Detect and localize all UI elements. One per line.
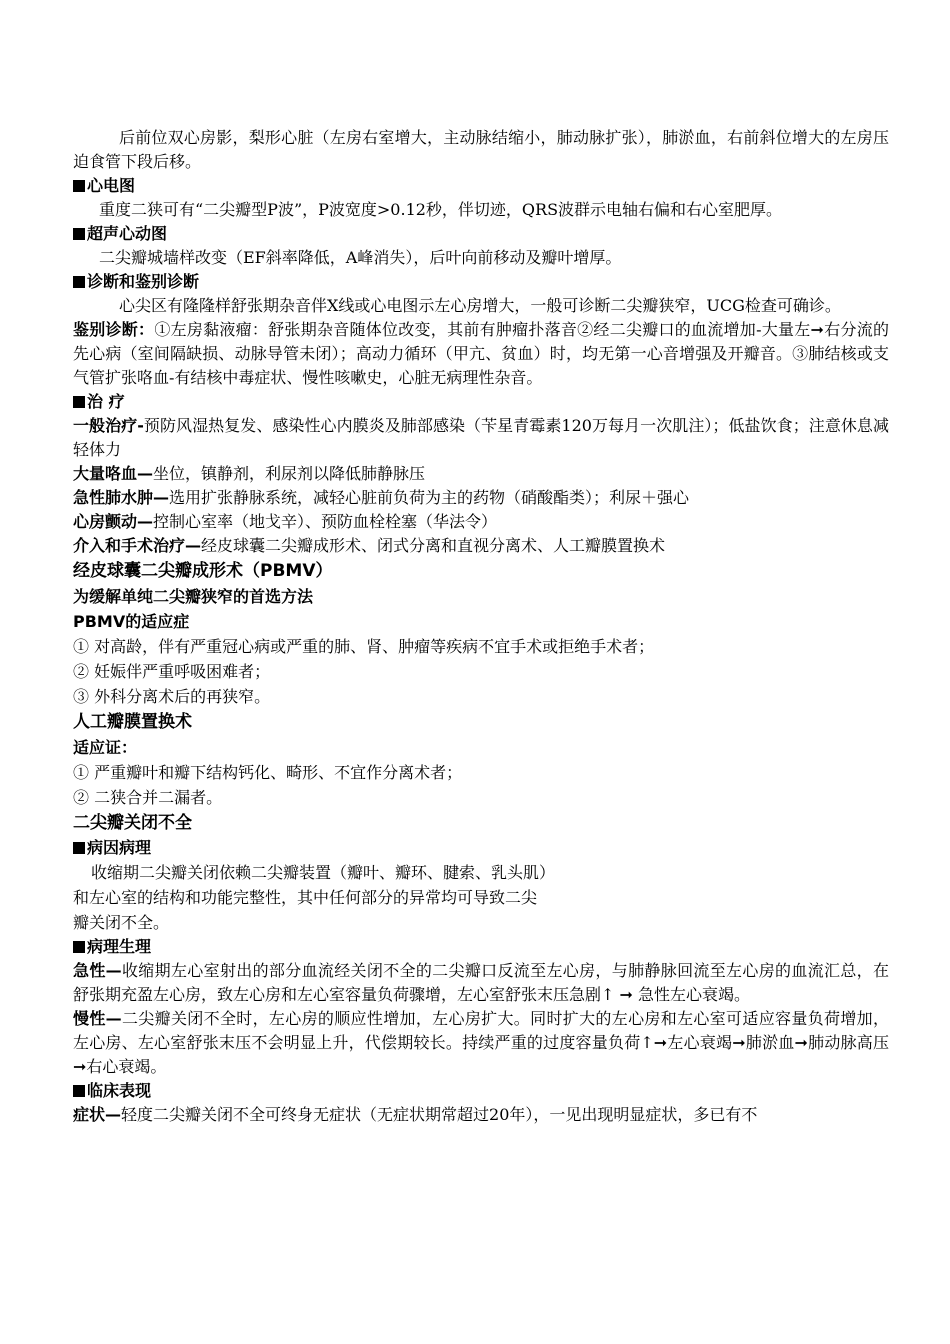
square-bullet-icon xyxy=(73,941,85,953)
valve-replacement-title: 人工瓣膜置换术 xyxy=(73,712,192,732)
list-item: ① 对高龄，伴有严重冠心病或严重的肺、肾、肿瘤等疾病不宜手术或拒绝手术者； xyxy=(73,637,655,656)
acute-text: 收缩期左心室射出的部分血流经关闭不全的二尖瓣口反流至左心房，与肺静脉回流至左心房的血流汇总，在舒张期充盈左心房，致左心房和左心室容量负荷骤增，左心室舒张末压急剧↑ ➞ 急性左心衰竭。 xyxy=(73,961,889,1004)
atrial-fibrillation-label: 心房颤动— xyxy=(73,512,154,531)
valve-replacement-indication-label: 适应证： xyxy=(73,738,138,757)
hemoptysis-paragraph xyxy=(73,462,889,486)
xray-paragraph: 后前位双心房影，梨形心脏（左房右室增大，主动脉结缩小，肺动脉扩张），肺淤血，右前斜位增大的左房压迫食管下段后移。 xyxy=(73,128,889,171)
atrial-fibrillation-text: 控制心室率（地戈辛）、预防血栓栓塞（华法令） xyxy=(153,512,498,531)
diagnosis-paragraph: 心尖区有隆隆样舒张期杂音伴X线或心电图示左心房增大，一般可诊断二尖瓣狭窄，UCG检查可确诊。 xyxy=(119,296,841,315)
pulmonary-edema-text: 选用扩张静脉系统，减轻心脏前负荷为主的药物（硝酸酯类）；利尿＋强心 xyxy=(169,488,690,507)
etiology-line: 瓣关闭不全。 xyxy=(73,913,170,932)
square-bullet-icon xyxy=(73,842,85,854)
acute-paragraph xyxy=(73,959,889,1007)
document-page xyxy=(73,126,889,1127)
general-treatment-paragraph xyxy=(73,414,889,462)
differential-text: ①左房黏液瘤：舒张期杂音随体位改变，其前有肿瘤扑落音②经二尖瓣口的血流增加-大量左➞右分流的先心病（室间隔缺损、动脉导管未闭）；高动力循环（甲亢、贫血）时，均无第一心音增强及开瓣音。③肺结核或支气管扩张咯血-有结核中毒症状、慢性咳嗽史，心脏无病理性杂音。 xyxy=(73,320,889,387)
section-heading-diagnosis xyxy=(73,270,889,294)
surgery-label: 介入和手术治疗— xyxy=(73,536,202,555)
square-bullet-icon xyxy=(73,228,85,240)
symptom-paragraph xyxy=(73,1103,889,1127)
heading-text: 诊断和鉴别诊断 xyxy=(87,272,200,291)
etiology-line: 和左心室的结构和功能完整性，其中任何部分的异常均可导致二尖 xyxy=(73,888,538,907)
heading-text: 治 疗 xyxy=(87,392,125,411)
general-treatment-text: 预防风湿热复发、感染性心内膜炎及肺部感染（苄星青霉素120万每月一次肌注）；低盐饮食；注意休息减轻体力 xyxy=(73,416,889,459)
section-heading-clinical xyxy=(73,1079,889,1103)
chronic-paragraph xyxy=(73,1007,889,1079)
section-heading-echo xyxy=(73,222,889,246)
echo-paragraph: 二尖瓣城墙样改变（EF斜率降低，A峰消失），后叶向前移动及瓣叶增厚。 xyxy=(99,248,622,267)
pulmonary-edema-label: 急性肺水肿— xyxy=(73,488,170,507)
surgery-text: 经皮球囊二尖瓣成形术、闭式分离和直视分离术、人工瓣膜置换术 xyxy=(201,536,666,555)
list-item: ③ 外科分离术后的再狭窄。 xyxy=(73,687,271,706)
pulmonary-edema-paragraph xyxy=(73,486,889,510)
heading-text: 病因病理 xyxy=(87,838,152,857)
atrial-fibrillation-paragraph xyxy=(73,510,889,534)
symptom-text: 轻度二尖瓣关闭不全可终身无症状（无症状期常超过20年），一见出现明显症状，多已有不 xyxy=(121,1105,758,1124)
surgery-paragraph xyxy=(73,534,889,558)
list-item: ② 二狭合并二漏者。 xyxy=(73,788,223,807)
square-bullet-icon xyxy=(73,396,85,408)
general-treatment-label: 一般治疗- xyxy=(73,416,144,435)
acute-label: 急性— xyxy=(73,961,122,980)
ecg-paragraph: 重度二狭可有“二尖瓣型P波”，P波宽度>0.12秒，伴切迹，QRS波群示电轴右偏和右心室肥厚。 xyxy=(99,200,783,219)
section-heading-treatment xyxy=(73,390,889,414)
list-item: ② 妊娠伴严重呼吸困难者； xyxy=(73,662,271,681)
square-bullet-icon xyxy=(73,276,85,288)
section-heading-physiology xyxy=(73,935,889,959)
section-heading-ecg xyxy=(73,174,889,198)
heading-text: 临床表现 xyxy=(87,1081,152,1100)
mitral-regurgitation-title: 二尖瓣关闭不全 xyxy=(73,813,192,833)
differential-label: 鉴别诊断： xyxy=(73,320,155,339)
hemoptysis-label: 大量咯血— xyxy=(73,464,154,483)
list-item: ① 严重瓣叶和瓣下结构钙化、畸形、不宜作分离术者； xyxy=(73,763,463,782)
differential-paragraph xyxy=(73,318,889,390)
etiology-line: 收缩期二尖瓣关闭依赖二尖瓣装置（瓣叶、瓣环、腱索、乳头肌） xyxy=(91,863,556,882)
square-bullet-icon xyxy=(73,180,85,192)
heading-text: 病理生理 xyxy=(87,937,152,956)
chronic-label: 慢性— xyxy=(73,1009,122,1028)
heading-text: 超声心动图 xyxy=(87,224,168,243)
pbmv-first-choice: 为缓解单纯二尖瓣狭窄的首选方法 xyxy=(73,587,314,606)
square-bullet-icon xyxy=(73,1085,85,1097)
heading-text: 心电图 xyxy=(87,176,136,195)
pbmv-title: 经皮球囊二尖瓣成形术（PBMV） xyxy=(73,561,333,581)
symptom-label: 症状— xyxy=(73,1105,122,1124)
pbmv-indication-title: PBMV的适应症 xyxy=(73,612,190,631)
chronic-text: 二尖瓣关闭不全时，左心房的顺应性增加，左心房扩大。同时扩大的左心房和左心室可适应容量负荷增加，左心房、左心室舒张末压不会明显上升，代偿期较长。持续严重的过度容量负荷↑➞左心衰竭➞肺淤血➞肺动脉高压➞右心衰竭。 xyxy=(73,1009,889,1076)
hemoptysis-text: 坐位，镇静剂，利尿剂以降低肺静脉压 xyxy=(153,464,426,483)
section-heading-etiology xyxy=(73,836,889,860)
